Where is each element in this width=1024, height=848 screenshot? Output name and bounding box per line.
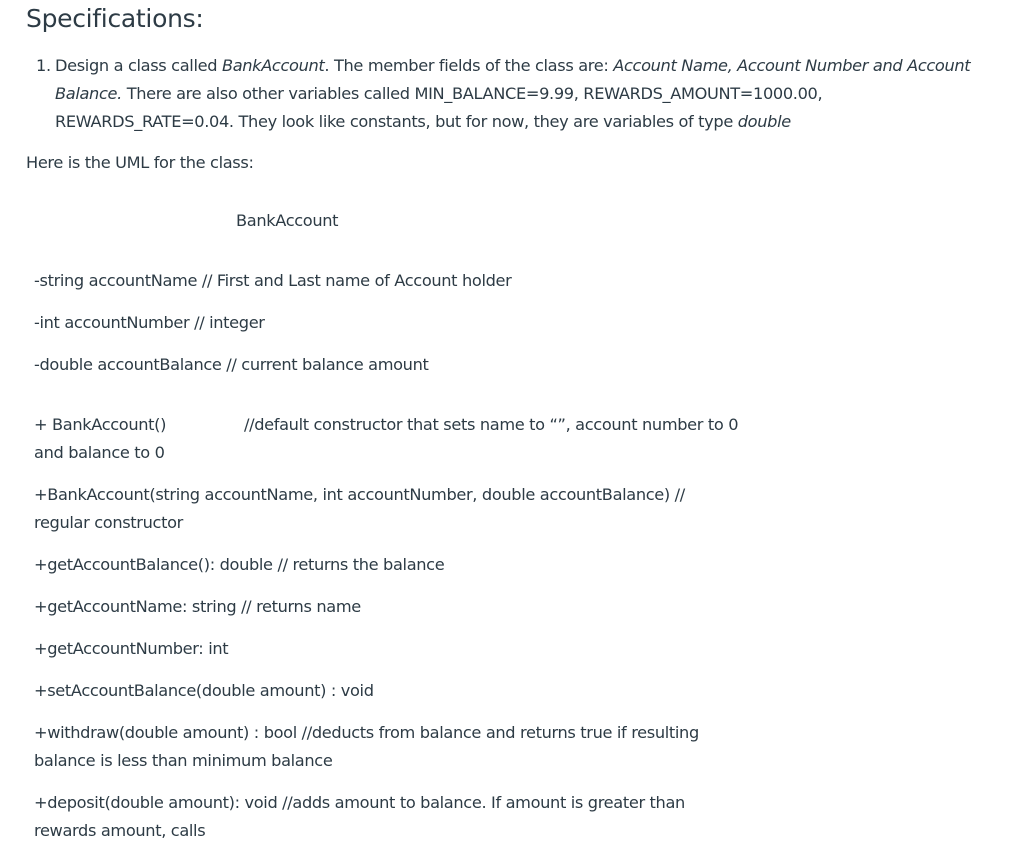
spec-item-1 [36,52,996,136]
uml-method-get-account-number: +getAccountNumber: int [34,639,229,658]
type-ref: double [737,112,791,131]
uml-field-account-name: -string accountName // First and Last name of Account holder [34,271,512,290]
uml-method-set-account-balance: +setAccountBalance(double amount) : void [34,681,374,700]
uml-regular-constructor: +BankAccount(string accountName, int accountNumber, double accountBalance) // [34,485,685,504]
uml-regular-constructor-continuation: regular constructor [34,513,183,532]
spec-list [36,52,996,136]
uml-method-withdraw: +withdraw(double amount) : bool //deducts from balance and returns true if resulting [34,723,699,742]
uml-field-account-number: -int accountNumber // integer [34,313,265,332]
uml-method-get-account-name: +getAccountName: string // returns name [34,597,361,616]
uml-method-deposit: +deposit(double amount): void //adds amount to balance. If amount is greater than [34,793,685,812]
spec-text-b: . The member fields of the class are: [324,56,614,75]
uml-default-constructor: + BankAccount() [34,415,167,434]
spec-text-a: Design a class called [55,56,222,75]
class-name-ref: BankAccount [221,56,325,75]
spec-text-c: There are also other variables called MIN_BALANCE=9.99, REWARDS_AMOUNT=1000.00, REWARDS_RATE=0.04. They look like constants, but for now, they are variables of type [55,84,823,131]
uml-default-constructor-continuation: and balance to 0 [34,443,165,462]
uml-method-get-account-balance: +getAccountBalance(): double // returns the balance [34,555,445,574]
uml-class-name: BankAccount [236,211,339,230]
page-title: Specifications: [26,4,204,33]
uml-method-deposit-continuation: rewards amount, calls [34,821,206,840]
member-fields-ref: Account Name, Account Number and Account Balance. [55,56,971,103]
uml-intro: Here is the UML for the class: [26,153,254,172]
list-number: 1. [36,56,51,75]
uml-default-constructor-comment: //default constructor that sets name to “”, account number to 0 [244,415,739,434]
uml-field-account-balance: -double accountBalance // current balance amount [34,355,429,374]
uml-method-withdraw-continuation: balance is less than minimum balance [34,751,333,770]
